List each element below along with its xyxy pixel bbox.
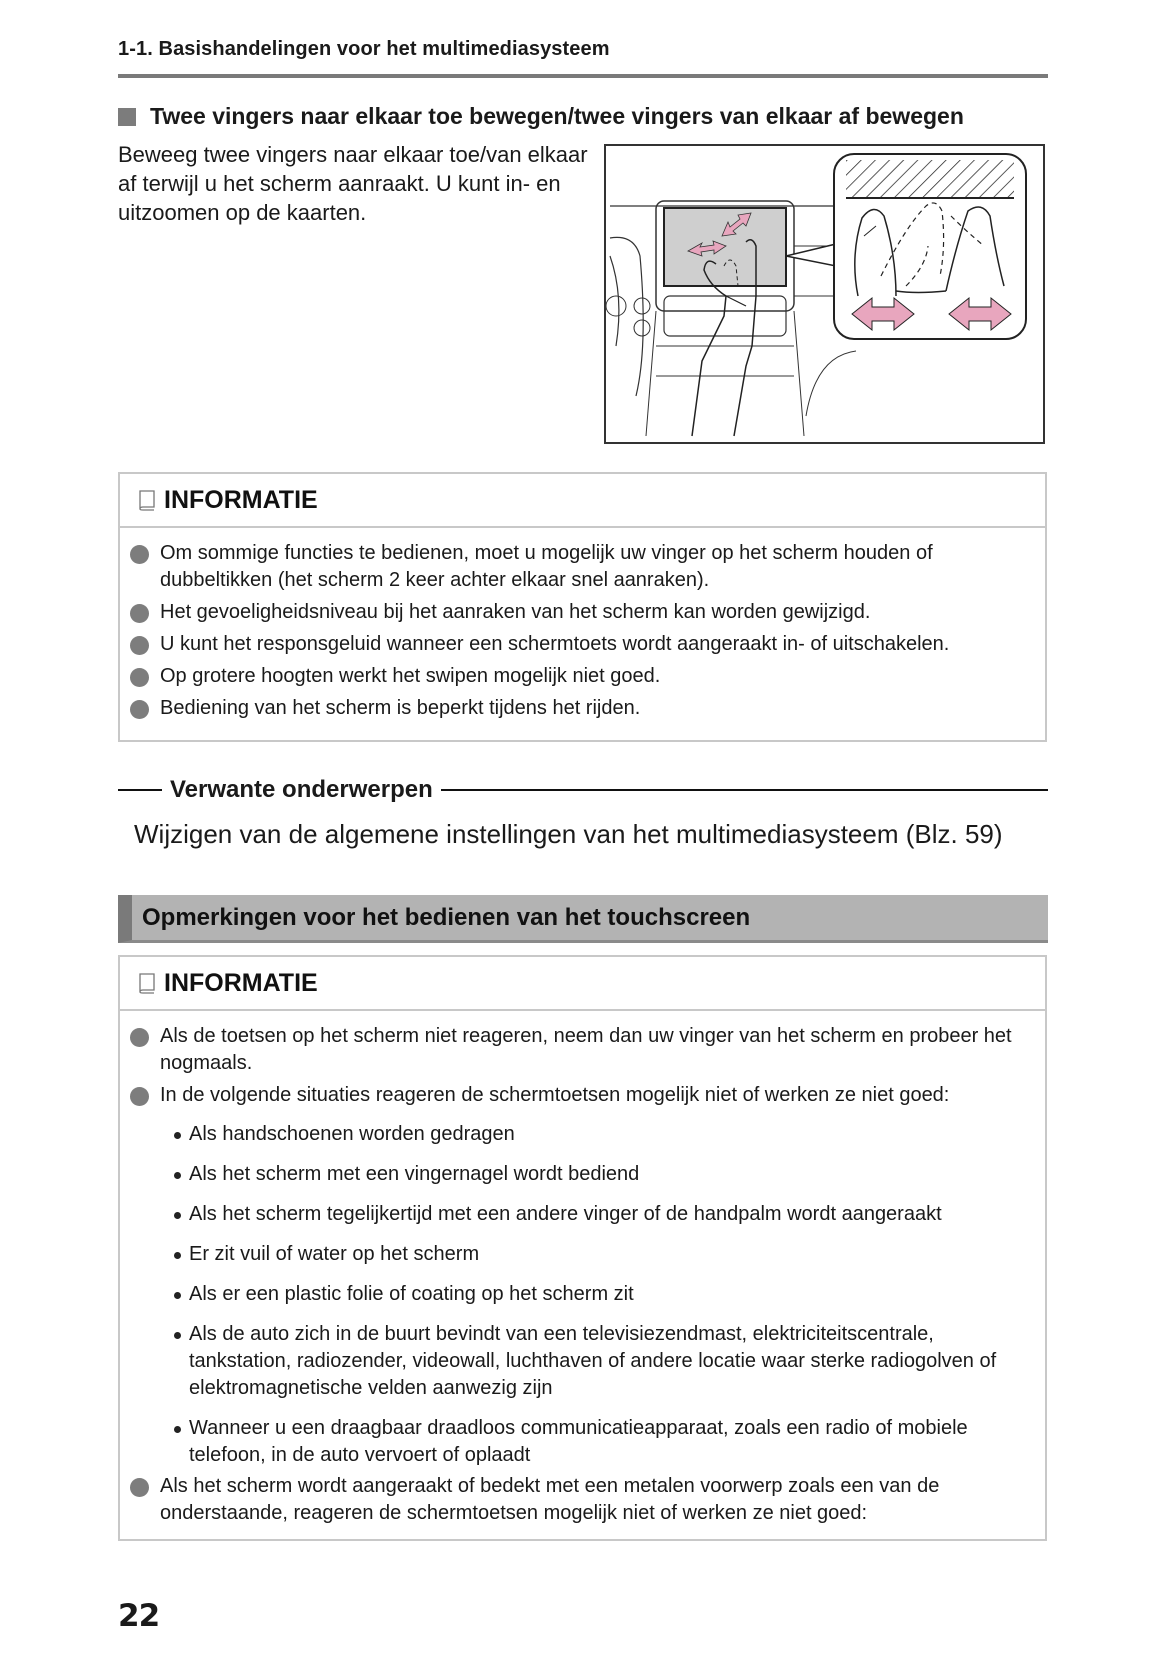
pinch-body: Beweeg twee vingers naar elkaar toe/van elkaar af terwijl u het scherm aanraakt. U kunt in- en uitzoomen op de kaarten. xyxy=(118,142,588,225)
square-bullet-icon xyxy=(118,108,136,126)
list-item: Als het scherm wordt aangeraakt of bedekt met een metalen voorwerp zoals een van de onderstaande, reageren de schermtoetsen mogelijk niet of werken ze niet goed: xyxy=(130,1473,1035,1527)
list-item: Om sommige functies te bedienen, moet u mogelijk uw vinger op het scherm houden of dubbeltikken (het scherm 2 keer achter elkaar snel aanraken). xyxy=(130,540,1035,594)
related-topic-link[interactable]: Wijzigen van de algemene instellingen van het multimediasysteem (Blz. 59) xyxy=(134,819,1003,849)
info-box-1-title: INFORMATIE xyxy=(164,485,318,514)
info-box-2 xyxy=(118,955,1047,1541)
list-item: Als de toetsen op het scherm niet reageren, neem dan uw vinger van het scherm en probeer het nogmaals. xyxy=(130,1023,1035,1077)
page-number: 22 xyxy=(118,1598,160,1634)
info-box-2-title: INFORMATIE xyxy=(164,968,318,997)
small-bullet-icon xyxy=(174,1132,181,1139)
small-bullet-icon xyxy=(174,1212,181,1219)
bullet-icon xyxy=(130,668,149,687)
pinch-gesture-illustration xyxy=(604,144,1045,444)
related-topics-title: Verwante onderwerpen xyxy=(170,776,433,803)
small-bullet-icon xyxy=(174,1426,181,1433)
small-bullet-icon xyxy=(174,1292,181,1299)
bullet-icon xyxy=(130,636,149,655)
bullet-icon xyxy=(130,1028,149,1047)
sub-list-item: Als de auto zich in de buurt bevindt van een televisiezendmast, elektriciteitscentrale, tankstation, radiozender, videowall, luchthaven of andere locatie waar sterke radiogolven of elektromagnetische velden aanwezig zijn xyxy=(130,1321,1035,1402)
running-head: 1-1. Basishandelingen voor het multimediasysteem xyxy=(118,38,610,60)
list-item: Op grotere hoogten werkt het swipen mogelijk niet goed. xyxy=(130,663,1035,690)
small-bullet-icon xyxy=(174,1332,181,1339)
related-topics-heading xyxy=(118,776,1048,804)
section-title: Opmerkingen voor het bedienen van het touchscreen xyxy=(142,903,751,931)
pinch-heading xyxy=(118,103,964,130)
pinch-illustration-icon xyxy=(606,146,1043,442)
bullet-icon xyxy=(130,700,149,719)
sub-list-item: Als het scherm met een vingernagel wordt bediend xyxy=(130,1161,1035,1188)
header-rule xyxy=(118,74,1048,78)
divider xyxy=(441,789,1048,791)
info-box-1-header xyxy=(120,474,1045,528)
sub-list-item: Er zit vuil of water op het scherm xyxy=(130,1241,1035,1268)
info-box-1-list xyxy=(120,528,1045,737)
info-box-1 xyxy=(118,472,1047,742)
sub-list-item: Wanneer u een draagbaar draadloos communicatieapparaat, zoals een radio of mobiele telefoon, in de auto vervoert of oplaadt xyxy=(130,1415,1035,1469)
sub-list-item: Als handschoenen worden gedragen xyxy=(130,1121,1035,1148)
bullet-icon xyxy=(130,545,149,564)
divider xyxy=(118,789,162,791)
info-box-2-header xyxy=(120,957,1045,1011)
section-heading-bar xyxy=(118,895,1048,943)
info-box-2-list xyxy=(120,1011,1045,1542)
list-item: Het gevoeligheidsniveau bij het aanraken van het scherm kan worden gewijzigd. xyxy=(130,599,1035,626)
bullet-icon xyxy=(130,604,149,623)
sub-list-item: Als het scherm tegelijkertijd met een andere vinger of de handpalm wordt aangeraakt xyxy=(130,1201,1035,1228)
list-item: Bediening van het scherm is beperkt tijdens het rijden. xyxy=(130,695,1035,722)
bullet-icon xyxy=(130,1478,149,1497)
sub-list-item: Als er een plastic folie of coating op het scherm zit xyxy=(130,1281,1035,1308)
book-icon xyxy=(138,972,156,994)
small-bullet-icon xyxy=(174,1172,181,1179)
book-icon xyxy=(138,489,156,511)
bullet-icon xyxy=(130,1087,149,1106)
list-item: In de volgende situaties reageren de schermtoetsen mogelijk niet of werken ze niet goed: xyxy=(130,1082,1035,1109)
pinch-heading-text: Twee vingers naar elkaar toe bewegen/twee vingers van elkaar af bewegen xyxy=(150,103,964,129)
small-bullet-icon xyxy=(174,1252,181,1259)
list-item: U kunt het responsgeluid wanneer een schermtoets wordt aangeraakt in- of uitschakelen. xyxy=(130,631,1035,658)
